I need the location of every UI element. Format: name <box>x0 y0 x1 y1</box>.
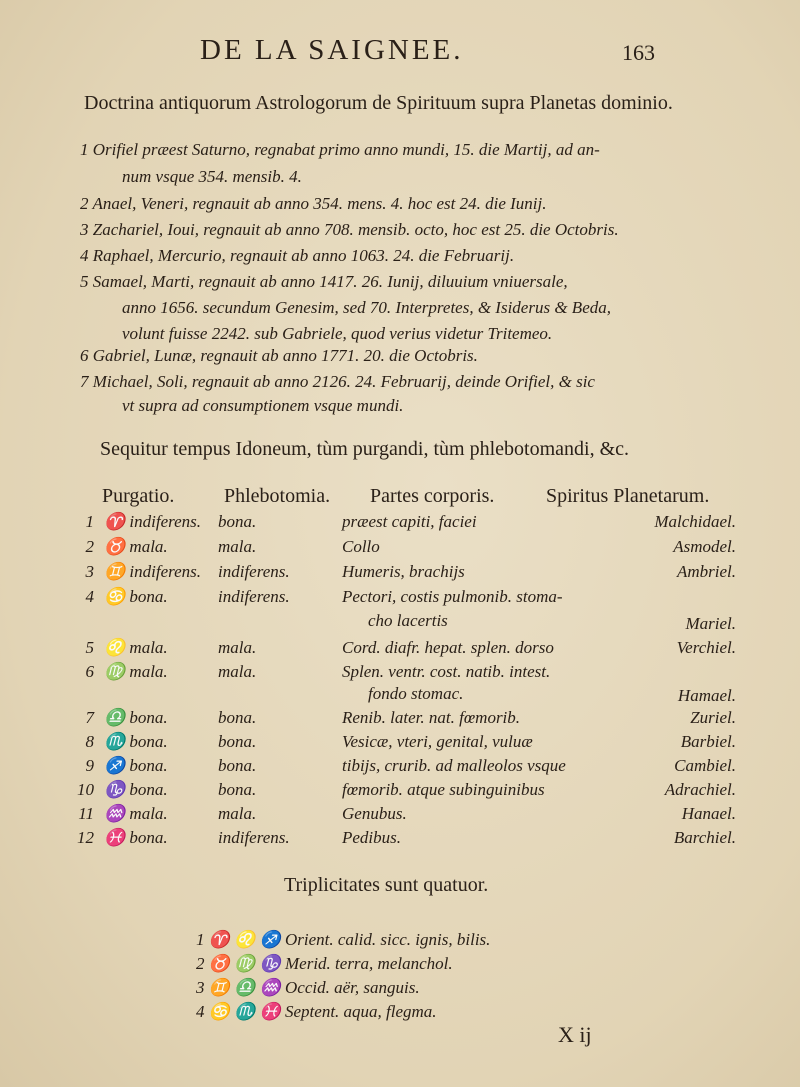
table-row <box>0 662 800 686</box>
table-row <box>0 756 800 780</box>
reign-line: 6 Gabriel, Lunæ, regnauit ab anno 1771. 20. die Octobris. <box>80 346 478 365</box>
phlebotomia-cell: mala. <box>218 804 257 823</box>
row-number: 12 <box>77 828 94 847</box>
spirit-cell: Mariel. <box>685 614 736 633</box>
running-head <box>0 32 800 72</box>
purgatio-cell: ♓ bona. <box>104 828 168 847</box>
body-part-cell: Cord. diafr. hepat. splen. dorso <box>342 638 554 657</box>
triplicities-heading: Triplicitates sunt quatuor. <box>284 874 489 896</box>
phlebotomia-cell: indiferens. <box>218 828 290 847</box>
row-number: 3 <box>85 562 94 581</box>
body-part-cell: Vesicæ, vteri, genital, vuluæ <box>342 732 533 751</box>
table-row <box>0 780 800 804</box>
column-header-spiritus: Spiritus Planetarum. <box>546 485 710 507</box>
row-number: 11 <box>78 804 94 823</box>
triplicity-line: 3 ♊ ♎ ♒ Occid. aër, sanguis. <box>196 978 420 997</box>
row-number: 9 <box>85 756 94 775</box>
phlebotomia-cell: mala. <box>218 662 257 681</box>
row-number: 1 <box>85 512 94 531</box>
purgatio-cell: ♏ bona. <box>104 732 168 751</box>
phlebotomia-cell: bona. <box>218 756 257 775</box>
body-part-cell: præest capiti, faciei <box>342 512 477 531</box>
table-row <box>0 587 800 611</box>
table-row <box>0 708 800 732</box>
purgatio-cell: ♉ mala. <box>104 537 168 556</box>
reign-line: 7 Michael, Soli, regnauit ab anno 2126. 24. Februarij, deinde Orifiel, & sic <box>80 372 595 391</box>
table-row <box>0 804 800 828</box>
table-row <box>0 828 800 852</box>
purgatio-cell: ♐ bona. <box>104 756 168 775</box>
row-number: 4 <box>85 587 94 606</box>
reign-line: num vsque 354. mensib. 4. <box>122 167 302 186</box>
table-row <box>0 562 800 586</box>
spirit-cell: Verchiel. <box>676 638 736 657</box>
reign-line: 3 Zachariel, Ioui, regnauit ab anno 708. mensib. octo, hoc est 25. die Octobris. <box>80 220 619 239</box>
spirit-cell: Hanael. <box>681 804 736 823</box>
table-row <box>0 537 800 561</box>
reign-line: volunt fuisse 2242. sub Gabriele, quod verius videtur Tritemeo. <box>122 324 553 343</box>
triplicity-line: 2 ♉ ♍ ♑ Merid. terra, melanchol. <box>196 954 453 973</box>
phlebotomia-cell: mala. <box>218 537 257 556</box>
column-header-partes: Partes corporis. <box>370 485 495 507</box>
purgatio-cell: ♌ mala. <box>104 638 168 657</box>
spirit-cell: Adrachiel. <box>664 780 736 799</box>
spirit-cell: Zuriel. <box>690 708 736 727</box>
reign-line: 2 Anael, Veneri, regnauit ab anno 354. mens. 4. hoc est 24. die Iunij. <box>80 194 547 213</box>
reign-line: anno 1656. secundum Genesim, sed 70. Interpretes, & Isiderus & Beda, <box>122 298 611 317</box>
reign-line: 5 Samael, Marti, regnauit ab anno 1417. 26. Iunij, diluuium vniuersale, <box>80 272 568 291</box>
body-part-cell: Pedibus. <box>342 828 402 847</box>
table-row <box>0 512 800 536</box>
phlebotomia-cell: bona. <box>218 512 257 531</box>
table-row <box>0 732 800 756</box>
body-part-continuation: cho lacertis <box>368 611 448 630</box>
page-number: 163 <box>622 40 655 65</box>
spirit-cell: Ambriel. <box>676 562 736 581</box>
triplicity-line: 1 ♈ ♌ ♐ Orient. calid. sicc. ignis, bilis. <box>196 930 491 949</box>
spirit-cell: Barbiel. <box>680 732 736 751</box>
phlebotomia-cell: bona. <box>218 708 257 727</box>
body-part-cell: fœmorib. atque subinguinibus <box>342 780 545 799</box>
column-header-phlebotomia: Phlebotomia. <box>224 485 331 507</box>
phlebotomia-cell: bona. <box>218 732 257 751</box>
purgatio-cell: ♑ bona. <box>104 780 168 799</box>
phlebotomia-cell: indiferens. <box>218 562 290 581</box>
body-part-cell: Splen. ventr. cost. natib. intest. <box>342 662 551 681</box>
purgatio-cell: ♍ mala. <box>104 662 168 681</box>
body-part-continuation: fondo stomac. <box>368 684 464 703</box>
row-number: 2 <box>85 537 94 556</box>
phlebotomia-cell: indiferens. <box>218 587 290 606</box>
phlebotomia-cell: bona. <box>218 780 257 799</box>
body-part-cell: Genubus. <box>342 804 407 823</box>
purgatio-cell: ♋ bona. <box>104 587 168 606</box>
body-part-cell: Collo <box>342 537 380 556</box>
row-number: 5 <box>85 638 94 657</box>
body-part-cell: Humeris, brachijs <box>342 562 465 581</box>
table-row <box>0 638 800 662</box>
reign-line: 4 Raphael, Mercurio, regnauit ab anno 1063. 24. die Februarij. <box>80 246 515 265</box>
purgatio-cell: ♒ mala. <box>104 804 168 823</box>
purgatio-cell: ♈ indiferens. <box>104 512 202 531</box>
purgatio-cell: ♊ indiferens. <box>104 562 202 581</box>
running-title: DE LA SAIGNEE. <box>200 34 464 66</box>
column-header-purgatio: Purgatio. <box>102 485 175 507</box>
phlebotomia-cell: mala. <box>218 638 257 657</box>
section-heading: Doctrina antiquorum Astrologorum de Spirituum supra Planetas dominio. <box>84 92 673 114</box>
reign-line: vt supra ad consumptionem vsque mundi. <box>122 396 404 415</box>
body-part-cell: Pectori, costis pulmonib. stoma- <box>342 587 563 606</box>
signature-mark: X ij <box>558 1022 592 1047</box>
spirit-cell: Cambiel. <box>674 756 736 775</box>
subheading: Sequitur tempus Idoneum, tùm purgandi, tùm phlebotomandi, &c. <box>100 438 630 460</box>
spirit-cell: Malchidael. <box>654 512 736 531</box>
row-number: 8 <box>85 732 94 751</box>
row-number: 10 <box>77 780 94 799</box>
spirit-cell: Hamael. <box>677 686 736 705</box>
purgatio-cell: ♎ bona. <box>104 708 168 727</box>
spirit-cell: Barchiel. <box>673 828 736 847</box>
triplicity-line: 4 ♋ ♏ ♓ Septent. aqua, flegma. <box>196 1002 437 1021</box>
spirit-cell: Asmodel. <box>673 537 736 556</box>
row-number: 7 <box>85 708 94 727</box>
body-part-cell: tibijs, crurib. ad malleolos vsque <box>342 756 566 775</box>
reign-line: 1 Orifiel præest Saturno, regnabat primo anno mundi, 15. die Martij, ad an- <box>80 140 600 159</box>
row-number: 6 <box>85 662 94 681</box>
body-part-cell: Renib. later. nat. fœmorib. <box>342 708 521 727</box>
